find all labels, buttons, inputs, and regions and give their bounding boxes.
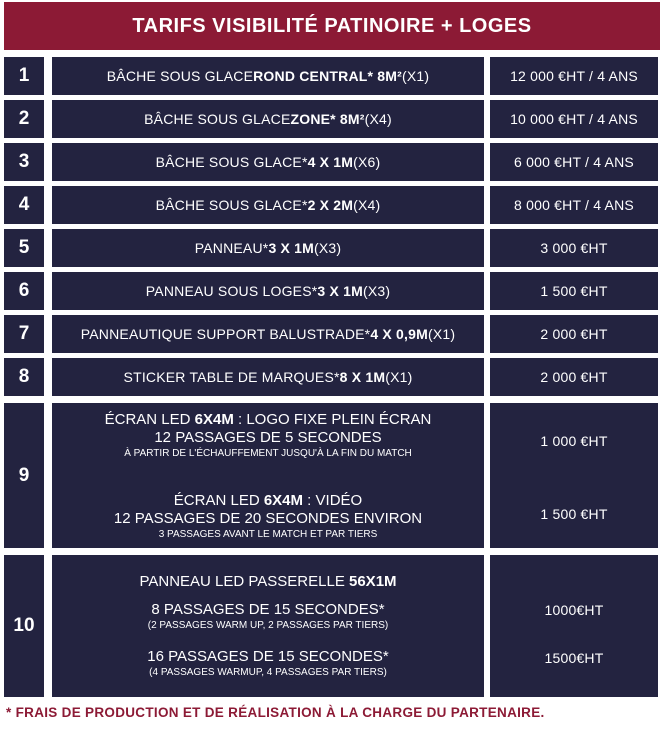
description-size: 3 X 1M [317,283,363,299]
led-video-block: ÉCRAN LED 6X4M : VIDÉO 12 PASSAGES DE 20 SECONDES ENVIRON 3 PASSAGES AVANT LE MATCH ET PAR TIERS [113,492,423,540]
description-text: PANNEAU* [194,240,269,256]
row-number: 4 [4,186,44,224]
row-description [52,315,484,353]
row-description [52,358,484,396]
row-number: 6 [4,272,44,310]
description-quantity: (X1) [401,68,430,84]
row-description [52,403,484,548]
row-price: 6 000 €HT / 4 ANS [490,143,658,181]
row-price: 8 000 €HT / 4 ANS [490,186,658,224]
description-text: BÂCHE SOUS GLACE* [155,197,308,213]
description-text: BÂCHE SOUS GLACE* [155,154,308,170]
description-size: ZONE* 8M² [290,111,365,127]
row-number: 1 [4,57,44,95]
row-price: 2 000 €HT [490,358,658,396]
description-quantity: (X3) [362,283,391,299]
description-size: 3 X 1M [268,240,314,256]
row-number: 3 [4,143,44,181]
table-title: TARIFS VISIBILITÉ PATINOIRE + LOGES [4,2,660,50]
description-text: PANNEAUTIQUE SUPPORT BALUSTRADE* [80,326,371,342]
led-logo-block: ÉCRAN LED 6X4M : LOGO FIXE PLEIN ÉCRAN 12 PASSAGES DE 5 SECONDES À PARTIR DE L'ÉCHAUFFEMENT JUSQU'À LA FIN DU MATCH [104,411,432,459]
row-price: 12 000 €HT / 4 ANS [490,57,658,95]
row-price: 10 000 €HT / 4 ANS [490,100,658,138]
row-description [52,272,484,310]
description-text: STICKER TABLE DE MARQUES* [123,369,340,385]
row-description [52,100,484,138]
row-description [52,57,484,95]
description-size: ROND CENTRAL* 8M² [253,68,402,84]
row-price: 2 000 €HT [490,315,658,353]
led-passerelle-block-b: 16 PASSAGES DE 15 SECONDES* (4 PASSAGES WARMUP, 4 PASSAGES PAR TIERS) [147,648,389,678]
row-number: 10 [4,555,44,697]
led-passerelle-block-a: 8 PASSAGES DE 15 SECONDES* (2 PASSAGES WARM UP, 2 PASSAGES PAR TIERS) [147,601,389,631]
description-quantity: (X1) [427,326,456,342]
row-number: 7 [4,315,44,353]
description-text: PANNEAU SOUS LOGES* [145,283,318,299]
description-quantity: (X3) [314,240,342,256]
row-description [52,229,484,267]
footnote: * FRAIS DE PRODUCTION ET DE RÉALISATION À LA CHARGE DU PARTENAIRE. [6,705,545,720]
description-text: BÂCHE SOUS GLACE [144,111,291,127]
description-quantity: (X1) [385,369,413,385]
description-quantity: (X4) [364,111,392,127]
description-size: 2 X 2M [307,197,354,213]
row-description [52,143,484,181]
row-price: 1 500 €HT [490,272,658,310]
row-price: 1000€HT 1500€HT [490,555,658,697]
row-number: 5 [4,229,44,267]
row-number: 9 [4,403,44,548]
row-number: 8 [4,358,44,396]
description-quantity: (X6) [353,154,381,170]
description-size: 4 X 1M [307,154,354,170]
row-description [52,186,484,224]
description-quantity: (X4) [353,197,381,213]
description-size: 4 X 0,9M [370,326,428,342]
description-size: 8 X 1M [339,369,386,385]
row-price: 1 000 €HT 1 500 €HT [490,403,658,548]
row-price: 3 000 €HT [490,229,658,267]
row-number: 2 [4,100,44,138]
row-description: PANNEAU LED PASSERELLE 56X1M 8 PASSAGES DE 15 SECONDES* (2 PASSAGES WARM UP, 2 PASSAGES PAR TIERS) 16 PASSAGES DE 15 SECONDES* (4 PASSAGES WARMUP, 4 PASSAGES PAR TIERS) [52,555,484,697]
description-text: BÂCHE SOUS GLACE [106,68,254,84]
